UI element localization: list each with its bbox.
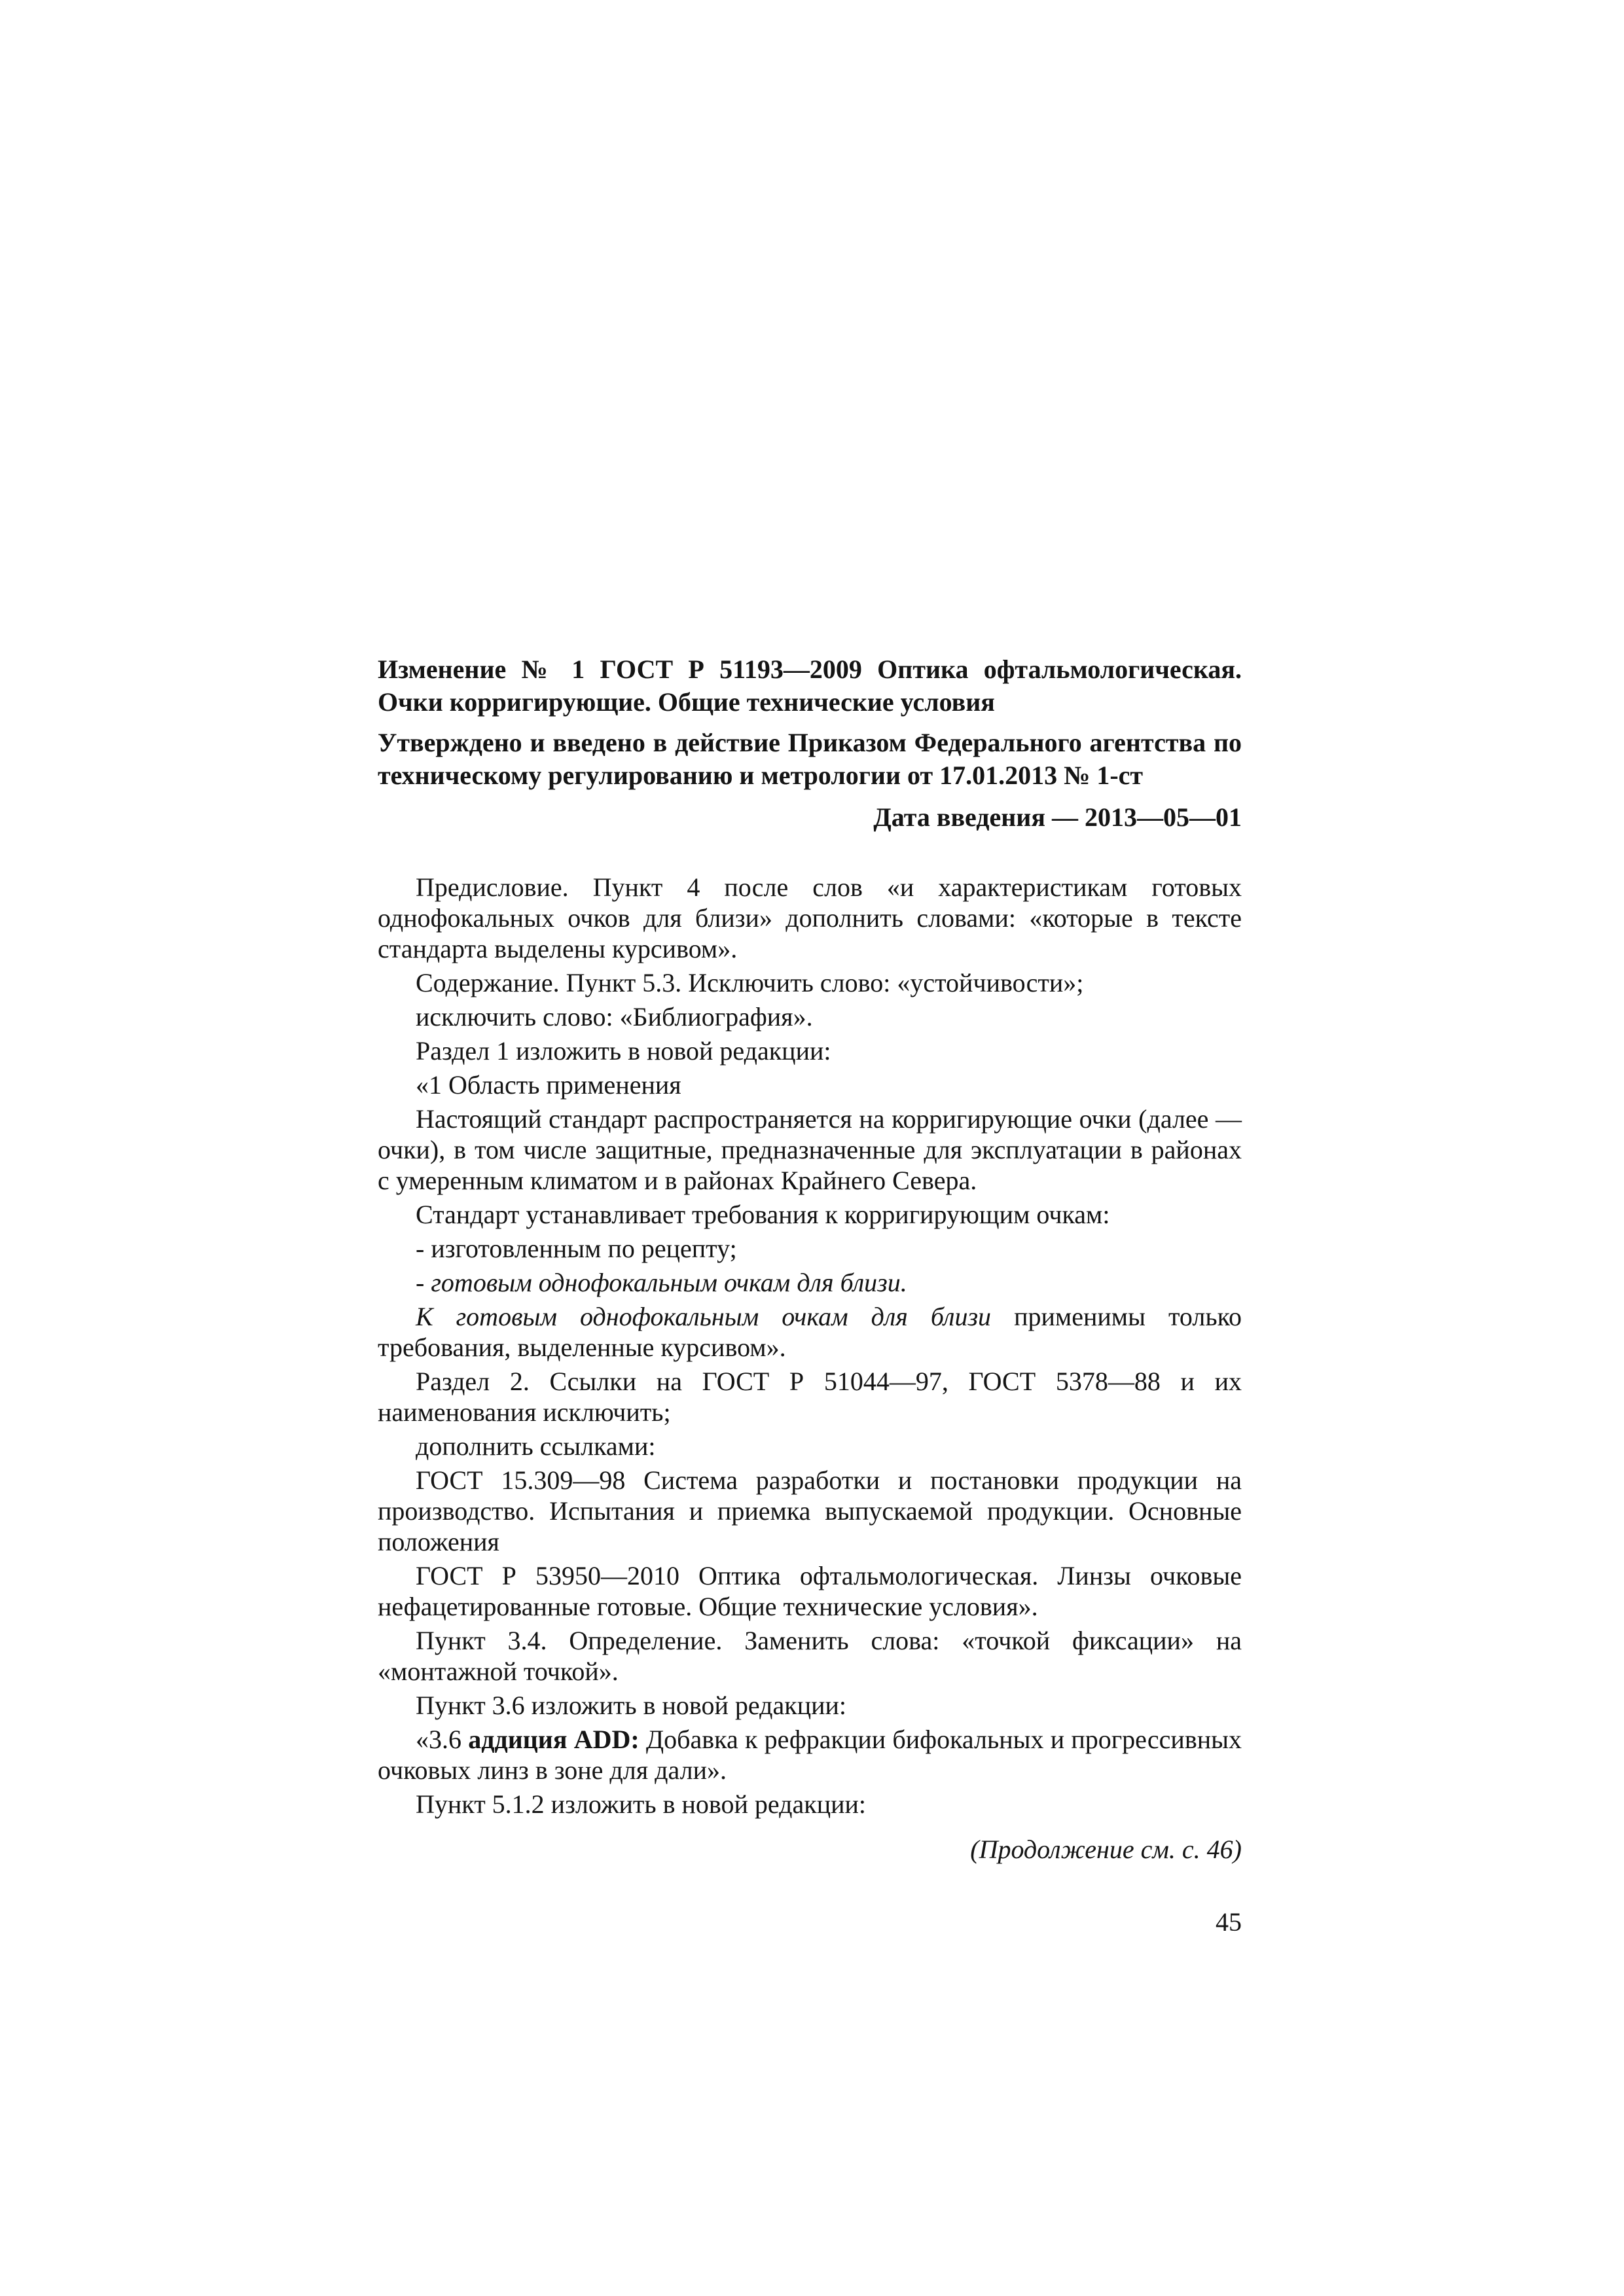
continuation-note: (Продолжение см. с. 46) [970,1835,1242,1864]
page-number: 45 [1216,1907,1242,1937]
paragraph-contents: Содержание. Пункт 5.3. Исключить слово: «устойчивости»; [416,968,1084,997]
paragraph-section-2: Раздел 2. Ссылки на ГОСТ Р 51044—97, ГОСТ 5378—88 и их наименования исключить; [378,1367,1242,1427]
definition-addition [378,1724,1242,1785]
reference-gost-15-309: ГОСТ 15.309—98 Система разработки и постановки продукции на производство. Испытания и приемка выпускаемой продукции. Основные положения [378,1465,1242,1556]
definition-number: «3.6 [416,1725,469,1754]
amendment-body [378,872,1242,1820]
paragraph-clause-3-4: Пункт 3.4. Определение. Заменить слова: «точкой фиксации» на «монтажной точкой». [378,1626,1242,1686]
paragraph-add-references: дополнить ссылками: [416,1431,656,1461]
paragraph-italic-requirements [378,1301,1242,1363]
paragraph-preface: Предисловие. Пункт 4 после слов «и характеристикам готовых однофокальных очков для близи» дополнить словами: «которые в тексте стандарта выделены курсивом». [378,872,1242,963]
defined-term: аддиция ADD: [468,1725,640,1754]
reference-gost-r-53950: ГОСТ Р 53950—2010 Оптика офтальмологическая. Линзы очковые нефацетированные готовые. Общие технические условия». [378,1561,1242,1621]
paragraph-scope-text: Настоящий стандарт распространяется на корригирующие очки (далее — очки), в том числе защитные, предназначенные для эксплуатации в районах с умеренным климатом и в районах Крайнего Севера. [378,1104,1242,1195]
paragraph-requirements: Стандарт устанавливает требования к корригирующим очкам: [416,1200,1110,1229]
definition-text: Добавка к рефракции бифокальных и прогрессивных очковых линз в зоне для дали». [378,1725,1242,1785]
list-item-ready-made: - готовым однофокальным очкам для близи. [416,1268,907,1297]
paragraph-tail: применимы только требования, выделенные курсивом». [378,1302,1242,1362]
italic-phrase: К готовым однофокальным очкам для близи [416,1302,992,1331]
list-item-prescription: - изготовленным по рецепту; [416,1234,737,1263]
paragraph-section-1: Раздел 1 изложить в новой редакции: [416,1036,831,1066]
page-content [378,653,1242,1937]
amendment-title: Изменение № 1 ГОСТ Р 51193—2009 Оптика офтальмологическая. Очки корригирующие. Общие технические условия [378,655,1242,717]
effective-date: Дата введения — 2013—05—01 [873,802,1242,832]
paragraph-clause-3-6: Пункт 3.6 изложить в новой редакции: [416,1691,847,1720]
paragraph-contents-bibliography: исключить слово: «Библиография». [416,1002,813,1031]
paragraph-clause-5-1-2: Пункт 5.1.2 изложить в новой редакции: [416,1789,867,1819]
approval-statement: Утверждено и введено в действие Приказом Федерального агентства по техническому регулированию и метрологии от 17.01.2013 № 1-ст [378,728,1242,790]
paragraph-scope-heading: «1 Область применения [416,1070,681,1100]
